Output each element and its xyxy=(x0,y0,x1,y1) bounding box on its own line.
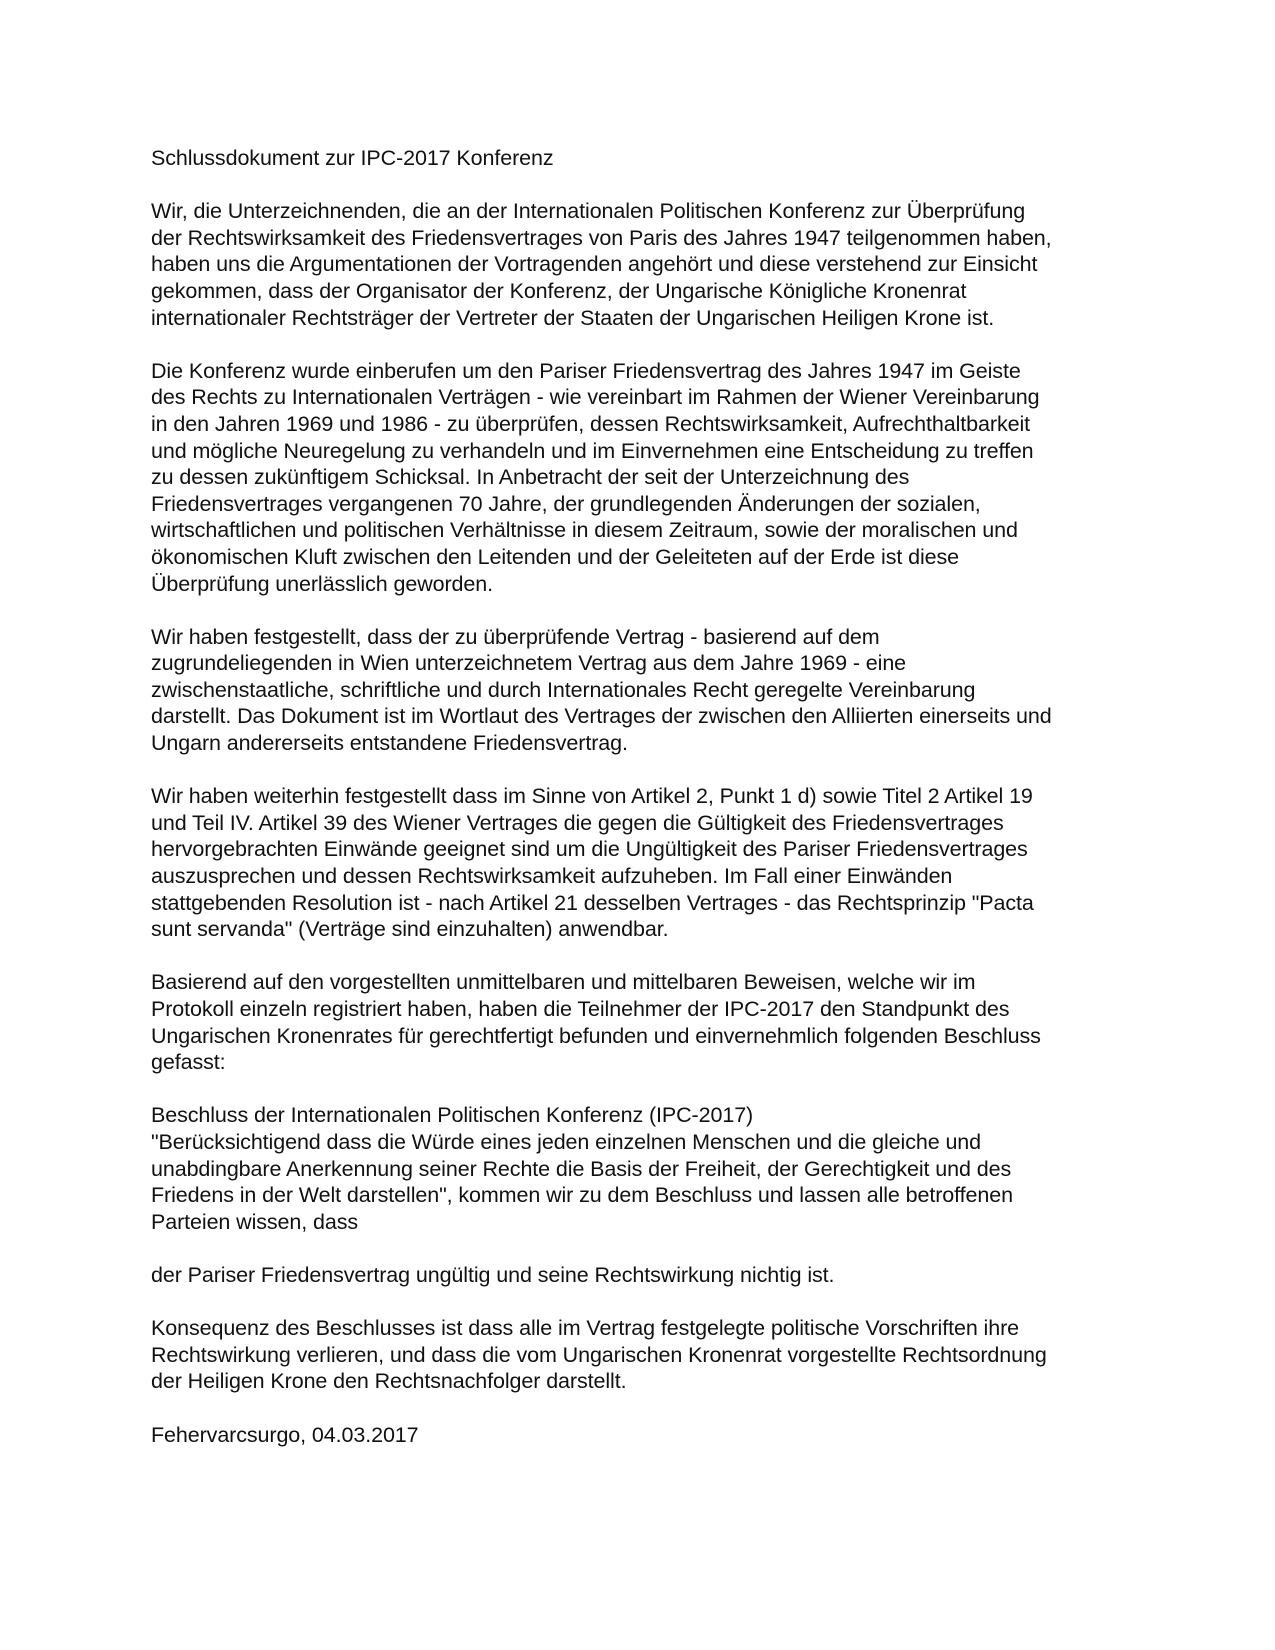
text-line: haben uns die Argumentationen der Vortragenden angehört und diese verstehend zur Einsicht xyxy=(151,252,1038,277)
text-line: hervorgebrachten Einwände geeignet sind um die Ungültigkeit des Pariser Friedensvertrages xyxy=(151,837,1028,862)
text-line: Friedensvertrages vergangenen 70 Jahre, der grundlegenden Änderungen der sozialen, xyxy=(151,491,981,516)
resolution-heading: Beschluss der Internationalen Politischen Konferenz (IPC-2017) xyxy=(151,1103,754,1128)
text-line: "Berücksichtigend dass die Würde eines jeden einzelnen Menschen und die gleiche und xyxy=(151,1129,982,1154)
text-line: Überprüfung unerlässlich geworden. xyxy=(151,571,493,596)
text-line: und mögliche Neuregelung zu verhandeln und im Einvernehmen eine Entscheidung zu treffen xyxy=(151,438,1034,463)
text-line: des Rechts zu Internationalen Verträgen - wie vereinbart im Rahmen der Wiener Vereinbarung xyxy=(151,385,1040,410)
text-line: gefasst: xyxy=(151,1050,226,1075)
text-line: der Heiligen Krone den Rechtsnachfolger darstellt. xyxy=(151,1369,627,1394)
text-line: Wir, die Unterzeichnenden, die an der Internationalen Politischen Konferenz zur Überprüfung xyxy=(151,199,1026,224)
text-line: Ungarischen Kronenrates für gerechtfertigt befunden und einvernehmlich folgenden Beschluss xyxy=(151,1023,1041,1048)
text-line: wirtschaftlichen und politischen Verhältnisse in diesem Zeitraum, sowie der moralischen und xyxy=(151,518,1018,543)
place-and-date: Fehervarcsurgo, 04.03.2017 xyxy=(151,1422,419,1447)
text-line: Wir haben weiterhin festgestellt dass im Sinne von Artikel 2, Punkt 1 d) sowie Titel 2 Artikel 19 xyxy=(151,784,1033,809)
text-line: gekommen, dass der Organisator der Konferenz, der Ungarische Königliche Kronenrat xyxy=(151,278,967,303)
text-line: zu dessen zukünftigem Schicksal. In Anbetracht der seit der Unterzeichnung des xyxy=(151,465,910,490)
text-line: Rechtswirkung verlieren, und dass die vom Ungarischen Kronenrat vorgestellte Rechtsordnung xyxy=(151,1342,1047,1367)
text-line: Parteien wissen, dass xyxy=(151,1209,359,1234)
text-line: und Teil IV. Artikel 39 des Wiener Vertrages die gegen die Gültigkeit des Friedensvertrages xyxy=(151,810,1004,835)
text-line: zwischenstaatliche, schriftliche und durch Internationales Recht geregelte Vereinbarung xyxy=(151,677,976,702)
text-line: ökonomischen Kluft zwischen den Leitenden und der Geleiteten auf der Erde ist diese xyxy=(151,544,960,569)
text-line: darstellt. Das Dokument ist im Wortlaut des Vertrages der zwischen den Alliierten einerseits und xyxy=(151,704,1052,729)
text-line: Protokoll einzeln registriert haben, haben die Teilnehmer der IPC-2017 den Standpunkt des xyxy=(151,997,1010,1021)
text-line: Wir haben festgestellt, dass der zu überprüfende Vertrag - basierend auf dem xyxy=(151,624,880,649)
text-line: zugrundeliegenden in Wien unterzeichnetem Vertrag aus dem Jahre 1969 - eine xyxy=(151,651,907,676)
paragraph-consequence xyxy=(151,1315,1151,1395)
text-line: Ungarn andererseits entstandene Friedensvertrag. xyxy=(151,731,628,756)
paragraph-basis xyxy=(151,969,1151,1075)
paragraph-verdict xyxy=(151,1262,1151,1289)
paragraph-purpose xyxy=(151,358,1151,597)
text-line: in den Jahren 1969 und 1986 - zu überprüfen, dessen Rechtswirksamkeit, Aufrechthaltbarkeit xyxy=(151,411,1030,436)
text-line: stattgebenden Resolution ist - nach Artikel 21 desselben Vertrages - das Rechtsprinzip "Pacta xyxy=(151,890,1034,915)
text-line: Die Konferenz wurde einberufen um den Pariser Friedensvertrag des Jahres 1947 im Geiste xyxy=(151,358,1021,383)
paragraph-intro xyxy=(151,198,1151,331)
text-line: auszusprechen und dessen Rechtswirksamkeit aufzuheben. Im Fall einer Einwänden xyxy=(151,864,953,889)
paragraph-finding-2 xyxy=(151,783,1151,943)
paragraph-finding-1 xyxy=(151,624,1151,757)
text-line: der Rechtswirksamkeit des Friedensvertrages von Paris des Jahres 1947 teilgenommen haben, xyxy=(151,225,1052,250)
text-line: sunt servanda" (Verträge sind einzuhalten) anwendbar. xyxy=(151,917,669,942)
text-line: unabdingbare Anerkennung seiner Rechte die Basis der Freiheit, der Gerechtigkeit und des xyxy=(151,1156,1012,1181)
text-line: Basierend auf den vorgestellten unmittelbaren und mittelbaren Beweisen, welche wir im xyxy=(151,970,976,995)
paragraph-resolution xyxy=(151,1102,1151,1235)
document-title: Schlussdokument zur IPC-2017 Konferenz xyxy=(151,146,554,170)
text-line: der Pariser Friedensvertrag ungültig und seine Rechtswirkung nichtig ist. xyxy=(151,1262,835,1287)
text-line: Konsequenz des Beschlusses ist dass alle im Vertrag festgelegte politische Vorschriften ihre xyxy=(151,1316,1019,1341)
document-page xyxy=(151,145,1151,1448)
text-line: internationaler Rechtsträger der Vertreter der Staaten der Ungarischen Heiligen Krone ist. xyxy=(151,305,995,330)
text-line: Friedens in der Welt darstellen", kommen wir zu dem Beschluss und lassen alle betroffenen xyxy=(151,1183,1013,1208)
